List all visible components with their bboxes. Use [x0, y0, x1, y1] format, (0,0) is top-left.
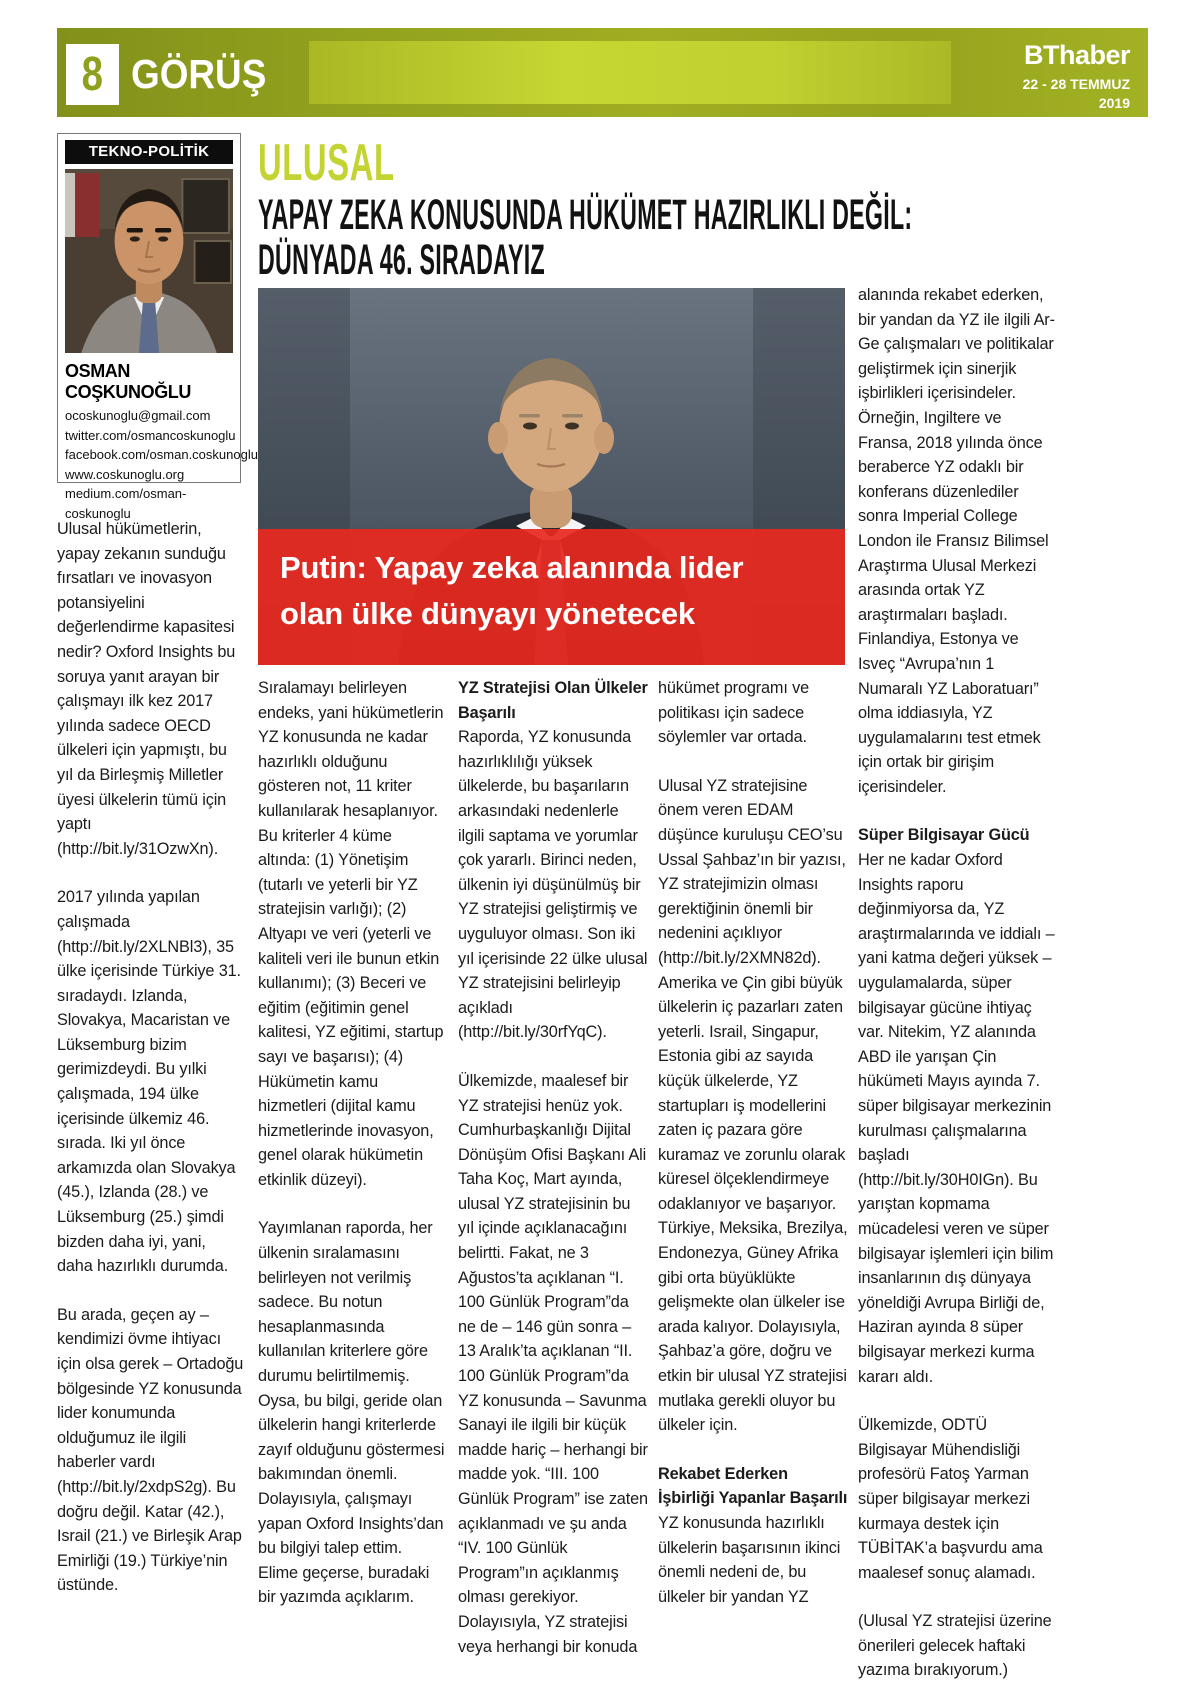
- article-column-5: [858, 283, 1055, 1688]
- photo-caption-line-2: olan ülke dünyayı yönetecek: [280, 596, 695, 631]
- author-name: OSMAN COŞKUNOĞLU: [65, 361, 191, 402]
- brand-block: [1023, 40, 1130, 111]
- author-box: [57, 133, 258, 521]
- article-headline: [258, 193, 912, 283]
- paragraph: 2017 yılında yapılan çalışmada (http://bit.ly/2XLNBl3), 35 ülke içerisinde Türkiye 31. sıradaydı. Izlanda, Slovakya, Macaristan ve Lüksemburg bizim gerimizdeydi. Bu yılki çalışmada, 194 ülke içerisinde ülkemiz 46. sırada. Iki yıl önce arkamızda olan Slovakya (45.), Izlanda (28.) ve Lüksemburg (25.) şimdi bizden daha iyi, yani, daha hazırlıklı durumda.: [57, 888, 241, 1276]
- section-title: GÖRÜŞ: [131, 51, 267, 97]
- author-contacts: [65, 406, 258, 523]
- article-column-2: [258, 676, 445, 1634]
- section-header-bar: [57, 28, 1148, 117]
- author-email: ocoskunoglu@gmail.com: [65, 408, 211, 423]
- headline-line-1: YAPAY ZEKA KONUSUNDA HÜKÜMET HAZIRLIKLI DEĞİL:: [258, 191, 913, 239]
- paragraph: hükümet programı ve politikası için sadece söylemler var ortada.: [658, 679, 809, 747]
- page-number: 8: [81, 48, 104, 101]
- issue-date: 22 - 28 TEMMUZ: [1022, 76, 1130, 92]
- article-kicker: ULUSAL: [258, 134, 395, 192]
- column-tag: TEKNO-POLİTİK: [65, 140, 233, 164]
- article-column-4: [658, 676, 848, 1633]
- paragraph: (Ulusal YZ stratejisi üzerine önerileri gelecek haftaki yazıma bırakıyorum.): [858, 1612, 1052, 1680]
- author-photo: [65, 169, 233, 353]
- author-website: www.coskunoglu.org: [65, 466, 185, 482]
- putin-photo: [258, 288, 845, 665]
- paragraph: Yayımlanan raporda, her ülkenin sıralamasını belirleyen not verilmiş sadece. Bu notun hesaplanmasında kullanılan kriterlere göre durumu belirtilmemiş. Oysa, bu bilgi, geride olan ülkelerin hangi kriterlerde zayıf olduğunu göstermesi bakımından önemli. Dolayısıyla, çalışmayı yapan Oxford Insights’dan bu bilgiyi talep ettim. Elime geçerse, buradaki bir yazımda açıklarım.: [258, 1219, 445, 1607]
- article-column-3: [458, 676, 648, 1683]
- paragraph: Bu arada, geçen ay – kendimizi övme ihtiyacı için olsa gerek – Ortadoğu bölgesinde YZ konusunda lider konumunda olduğumuz ile ilgili haberler vardı (http://bit.ly/2xdpS2g). Bu doğru değil. Katar (42.), Israil (21.) ve Birleşik Arap Emirliği (19.) Türkiye’nin üstünde.: [57, 1305, 244, 1595]
- author-twitter: twitter.com/osmancoskunoglu: [65, 427, 236, 443]
- paragraph: Raporda, YZ konusunda hazırlıklılığı yüksek ülkelerde, bu başarıların arkasındaki nedenlerle ilgili saptama ve yorumlar çok yararlı. Birinci neden, ülkenin iyi düşünülmüş bir YZ stratejisi geliştirmiş ve uyguluyor olması. Son iki yıl içerisinde 22 ülke ulusal YZ stratejisini belirleyip açıkladı (http://bit.ly/30rfYqC).: [458, 728, 648, 1042]
- paragraph: Ülkemizde, ODTÜ Bilgisayar Mühendisliği profesörü Fatoş Yarman süper bilgisayar merkezi kurmaya destek için TÜBİTAK’a başvurdu ama maalesef sonuç alamadı.: [858, 1416, 1043, 1582]
- paragraph: alanında rekabet ederken, bir yandan da YZ ile ilgili Ar-Ge çalışmaları ve politikalar geliştirmek için sinerjik işbirlikleri içerisindeler. Örneğin, Ingiltere ve Fransa, 2018 yılında önce beraberce YZ odaklı bir konferans düzenlediler sonra Imperial College London ile Fransız Bilimsel Araştırma Ulusal Merkezi arasında ortak YZ araştırmaları başladı. Finlandiya, Estonya ve Isveç “Avrupa’nın 1 Numaralı YZ Laboratuarı” olma iddiasıyla, YZ uygulamalarını test etmek için ortak bir girişim içerisindeler.: [858, 286, 1055, 796]
- paragraph: Ulusal YZ stratejisine önem veren EDAM düşünce kuruluşu CEO’su Ussal Şahbaz’ın bir yazısı, YZ stratejimizin olması gerektiğinin önemli bir nedenini açıklıyor (http://bit.ly/2XMN82d). Amerika ve Çin gibi büyük ülkelerin iç pazarları zaten yeterli. Israil, Singapur, Estonia gibi az sayıda küçük ülkelerde, YZ startupları iş modellerini zaten iç pazara göre kuramaz ve zorunlu olarak küresel ölçeklendirmeye odaklanıyor ve başarıyor. Türkiye, Meksika, Brezilya, Endonezya, Güney Afrika gibi orta büyüklükte gelişmekte olan ülkeler ise arada kalıyor. Dolayısıyla, Şahbaz’a göre, doğru ve etkin bir ulusal YZ stratejisi mutlaka gerekli oluyor bu ülkeler için.: [658, 776, 848, 1435]
- paragraph: Ulusal hükümetlerin, yapay zekanın sunduğu fırsatları ve inovasyon potansiyelini değerlendirme kapasitesi nedir? Oxford Insights bu soruya yanıt arayan bir çalışmayı ilk kez 2017 yılında sadece OECD ülkeleri için yapmıştı, bu yıl da Birleşmiş Milletler üyesi ülkelerin tümü için yaptı (http://bit.ly/31OzwXn).: [57, 520, 236, 858]
- subheading: Rekabet Ederken İşbirliği Yapanlar Başarılı: [658, 1464, 848, 1508]
- paragraph: YZ konusunda hazırlıklı ülkelerin başarısının ikinci önemli nedeni de, bu ülkeler bir yandan YZ: [658, 1514, 841, 1606]
- author-medium: medium.com/osman-coskunoglu: [65, 486, 187, 521]
- headline-line-2: DÜNYADA 46. SIRADAYIZ: [258, 236, 545, 284]
- photo-caption: [258, 529, 845, 665]
- subheading: Süper Bilgisayar Gücü: [858, 826, 1030, 845]
- paragraph: Ülkemizde, maalesef bir YZ stratejisi henüz yok. Cumhurbaşkanlığı Dijital Dönüşüm Ofisi Başkanı Ali Taha Koç, Mart ayında, ulusal YZ stratejisinin bu yıl içinde açıklanacağını belirtti. Fakat, ne 3 Ağustos’ta açıklanan “I. 100 Günlük Program”da ne de – 146 gün sonra – 13 Aralık’ta açıklanan “II. 100 Günlük Program”da YZ konusunda – Savunma Sanayi ile ilgili bir küçük madde hariç – herhangi bir madde yok. “III. 100 Günlük Program” ise zaten açıklanmadı ve şu anda “IV. 100 Günlük Program”ın açıklanmış olması gerekiyor. Dolayısıyla, YZ stratejisi veya herhangi bir konuda: [458, 1071, 648, 1656]
- author-facebook: facebook.com/osman.coskunoglu: [65, 447, 258, 462]
- page-number-box: [66, 44, 119, 105]
- brand-logo: BThaber: [1023, 40, 1130, 70]
- paragraph: Sıralamayı belirleyen endeks, yani hükümetlerin YZ konusunda ne kadar hazırlıklı olduğunu gösteren not, 11 kriter kullanılarak hesaplanıyor. Bu kriterler 4 küme altında: (1) Yönetişim (tutarlı ve yeterli bir YZ stratejisin varlığı); (2) Altyapı ve veri (yeterli ve kaliteli veri ile bunun etkin kullanımı); (3) Beceri ve eğitim (eğitimin genel kalitesi, YZ eğitimi, startup sayı ve başarısı); (4) Hükümetin kamu hizmetleri (dijital kamu hizmetlerinde inovasyon, genel olarak hükümetin etkinlik düzeyi).: [258, 679, 444, 1189]
- paragraph: Her ne kadar Oxford Insights raporu değinmiyorsa da, YZ araştırmalarında ve iddialı – yani katma değeri yüksek – uygulamalarda, süper bilgisayar gücüne ihtiyaç var. Nitekim, YZ alanında ABD ile yarışan Çin hükümeti Mayıs ayında 7. süper bilgisayar merkezinin kurulması çalışmalarına başladı (http://bit.ly/30H0IGn). Bu yarıştan kopmama mücadelesi veren ve süper bilgisayar işlemleri için bilim insanlarının dış dünyaya yöneldiği Avrupa Birliği de, Haziran ayında 8 süper bilgisayar merkezi kurma kararı aldı.: [858, 851, 1055, 1386]
- subheading: YZ Stratejisi Olan Ülkeler Başarılı: [458, 679, 648, 722]
- article-column-1: [57, 517, 244, 1622]
- header-highlight-panel: [309, 41, 951, 104]
- issue-year: 2019: [1098, 95, 1130, 111]
- photo-caption-line-1: Putin: Yapay zeka alanında lider: [280, 550, 744, 585]
